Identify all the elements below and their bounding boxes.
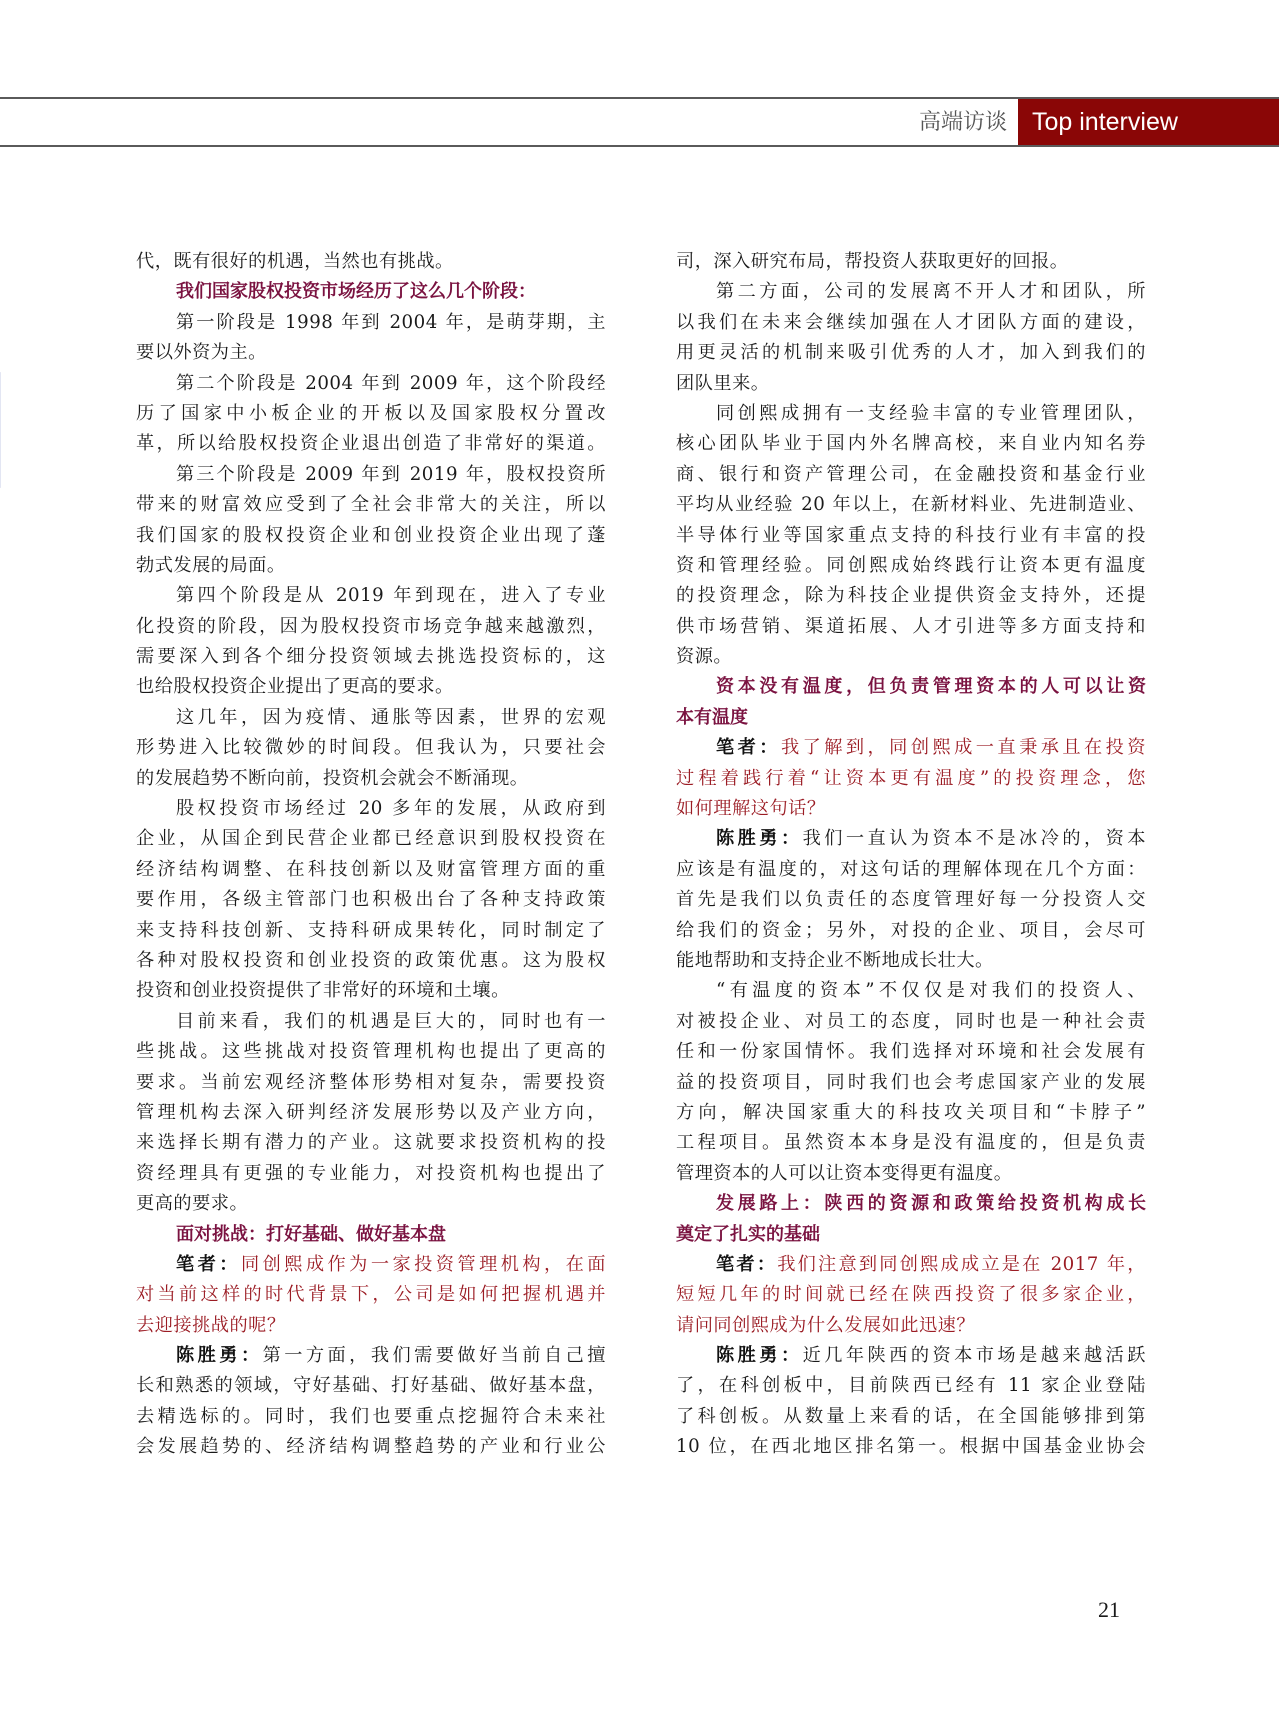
paragraph-line: 经济结构调整、在科技创新以及财富管理方面的重 [136,858,606,880]
paragraph-line: 管理机构去深入研判经济发展形势以及产业方向， [136,1101,606,1123]
section-heading: 资本没有温度，但负责管理资本的人可以让资 [716,676,1146,698]
paragraph-line: 革，所以给股权投资企业退出创造了非常好的渠道。 [136,433,606,455]
answer-text: 我们一直认为资本不是冰冷的，资本 [802,828,1146,850]
paragraph-line: 供市场营销、渠道拓展、人才引进等多方面支持和 [676,615,1146,637]
question-text: 请问同创熙成为什么发展如此迅速？ [676,1314,976,1336]
interviewer-question-line [676,794,1146,824]
question-text: 如何理解这句话？ [676,798,826,820]
interviewer-question-line [676,764,1146,794]
question-text: 同创熙成作为一家投资管理机构，在面 [240,1253,606,1275]
question-text: 对当前这样的时代背景下，公司是如何把握机遇并 [136,1284,606,1306]
interviewer-question-line [136,1280,606,1310]
question-text: 去迎接挑战的呢？ [136,1314,286,1336]
paragraph-line: 会发展趋势的、经济结构调整趋势的产业和行业公 [136,1436,606,1458]
interviewer-question-line [676,733,1146,763]
paragraph-line: 核心团队毕业于国内外名牌高校，来自业内知名券 [676,433,1146,455]
paragraph-line: 司，深入研究布局，帮投资人获取更好的回报。 [676,251,1069,272]
paragraph-line: 勃式发展的局面。 [136,554,286,576]
question-text: 短短几年的时间就已经在陕西投资了很多家企业， [676,1284,1146,1306]
paragraph-line: 来选择长期有潜力的产业。这就要求投资机构的投 [136,1132,606,1154]
section-title-cn: 高端访谈 [918,110,1007,135]
paragraph-line: 去精选标的。同时，我们也要重点挖掘符合未来社 [136,1405,606,1427]
paragraph-line: 第三个阶段是 2009 年到 2019 年，股权投资所 [176,463,606,485]
interviewer-label: 笔者： [176,1253,241,1275]
paragraph-line: 应该是有温度的，对这句话的理解体现在几个方面： [676,858,1146,880]
section-heading: 我们国家股权投资市场经历了这么几个阶段： [176,281,536,303]
section-badge [1018,99,1279,145]
answer-text: 近几年陕西的资本市场是越来越活跃 [802,1345,1146,1367]
paragraph-line: 资和管理经验。同创熙成始终践行让资本更有温度 [676,554,1146,576]
paragraph-line: 第二方面，公司的发展离不开人才和团队，所 [716,281,1146,303]
interviewee-label: 陈胜勇： [716,1345,803,1367]
interviewer-label: 笔者： [716,737,781,759]
paragraph-line: 目前来看，我们的机遇是巨大的，同时也有一 [176,1010,606,1032]
section-heading: 发展路上：陕西的资源和政策给投资机构成长 [716,1193,1146,1215]
paragraph-line: 带来的财富效应受到了全社会非常大的关注，所以 [136,494,606,516]
paragraph-line: 团队里来。 [676,372,770,394]
question-text: 我了解到，同创熙成一直秉承且在投资 [780,737,1146,759]
interviewer-question-line [136,1311,606,1341]
paragraph-line: 第四个阶段是从 2019 年到现在，进入了专业 [176,585,606,607]
paragraph-line: 化投资的阶段，因为股权投资市场竞争越来越激烈， [136,615,606,637]
article-column-left [136,247,606,1463]
section-title-en: Top interview [1032,108,1178,136]
paragraph-line: 用更灵活的机制来吸引优秀的人才，加入到我们的 [676,342,1146,364]
paragraph-line: 要作用，各级主管部门也积极出台了各种支持政策 [136,889,606,911]
paragraph-line: 了科创板。从数量上来看的话，在全国能够排到第 [676,1405,1146,1427]
paragraph-line: 方向，解决国家重大的科技攻关项目和“卡脖子” [676,1101,1146,1123]
paragraph-line: 同创熙成拥有一支经验丰富的专业管理团队， [716,402,1146,424]
paragraph-line: 要以外资为主。 [136,342,267,364]
interviewee-answer-line [676,824,1146,854]
paragraph-line: 给我们的资金；另外，对投的企业、项目，会尽可 [676,919,1146,941]
paragraph-line: 对被投企业、对员工的态度，同时也是一种社会责 [676,1010,1146,1032]
section-heading: 本有温度 [676,706,748,728]
interviewer-question-line [676,1250,1146,1280]
paragraph-line: 平均从业经验 20 年以上，在新材料业、先进制造业、 [676,494,1146,516]
paragraph-line: 资源。 [676,646,733,668]
interviewer-question-line [676,1311,1146,1341]
interviewee-answer-line [676,1341,1146,1371]
answer-text: 第一方面，我们需要做好当前自己擅 [262,1345,606,1367]
interviewer-question-line [676,1280,1146,1310]
question-text: 我们注意到同创熙成成立是在 2017 年， [777,1253,1146,1275]
interviewer-question-line [136,1250,606,1280]
paragraph-line: 了，在科创板中，目前陕西已经有 11 家企业登陆 [676,1375,1146,1397]
paragraph-line: 投资和创业投资提供了非常好的环境和土壤。 [136,980,510,1002]
paragraph-line: 代，既有很好的机遇，当然也有挑战。 [136,251,454,272]
paragraph-line: 第一阶段是 1998 年到 2004 年，是萌芽期，主 [176,311,606,333]
paragraph-line: 任和一份家国情怀。我们选择对环境和社会发展有 [676,1041,1146,1063]
paragraph-line: 资经理具有更强的专业能力，对投资机构也提出了 [136,1162,606,1184]
paragraph-line: 各种对股权投资和创业投资的政策优惠。这为股权 [136,949,606,971]
paragraph-line: 益的投资项目，同时我们也会考虑国家产业的发展 [676,1071,1146,1093]
paragraph-line: 来支持科技创新、支持科研成果转化，同时制定了 [136,919,606,941]
paragraph-line: 半导体行业等国家重点支持的科技行业有丰富的投 [676,524,1146,546]
section-heading: 奠定了扎实的基础 [676,1223,820,1245]
decorative-hexagon-icon [0,355,14,505]
paragraph-line: “有温度的资本”不仅仅是对我们的投资人、 [716,980,1146,1002]
interviewee-label: 陈胜勇： [716,828,803,850]
question-text: 过程着践行着“让资本更有温度”的投资理念，您 [676,767,1146,789]
paragraph-line: 长和熟悉的领域，守好基础、打好基础、做好基本盘， [136,1375,606,1397]
paragraph-line: 的投资理念，除为科技企业提供资金支持外，还提 [676,585,1146,607]
paragraph-line: 商、银行和资产管理公司，在金融投资和基金行业 [676,463,1146,485]
paragraph-line: 也给股权投资企业提出了更高的要求。 [136,676,454,698]
paragraph-line: 我们国家的股权投资企业和创业投资企业出现了蓬 [136,524,606,546]
interviewee-answer-line [136,1341,606,1371]
paragraph-line: 更高的要求。 [136,1193,249,1215]
section-heading: 面对挑战：打好基础、做好基本盘 [176,1223,446,1245]
interviewee-label: 陈胜勇： [176,1345,263,1367]
interviewer-label: 笔者： [716,1253,778,1275]
paragraph-line: 历了国家中小板企业的开板以及国家股权分置改 [136,402,606,424]
paragraph-line: 工程项目。虽然资本本身是没有温度的，但是负责 [676,1132,1146,1154]
paragraph-line: 这几年，因为疫情、通胀等因素，世界的宏观 [176,706,606,728]
paragraph-line: 形势进入比较微妙的时间段。但我认为，只要社会 [136,737,606,759]
paragraph-line: 管理资本的人可以让资本变得更有温度。 [676,1162,1013,1184]
header-rule-bottom [0,145,1279,147]
paragraph-line: 以我们在未来会继续加强在人才团队方面的建设， [676,311,1146,333]
paragraph-line: 要求。当前宏观经济整体形势相对复杂，需要投资 [136,1071,606,1093]
paragraph-line: 股权投资市场经过 20 多年的发展，从政府到 [176,798,606,820]
paragraph-line: 能地帮助和支持企业不断地成长壮大。 [676,949,994,971]
paragraph-line: 企业，从国企到民营企业都已经意识到股权投资在 [136,828,606,850]
paragraph-line: 需要深入到各个细分投资领域去挑选投资标的，这 [136,646,606,668]
paragraph-line: 首先是我们以负责任的态度管理好每一分投资人交 [676,889,1146,911]
article-column-right [676,247,1146,1463]
paragraph-line: 10 位，在西北地区排名第一。根据中国基金业协会 [676,1436,1146,1458]
paragraph-line: 第二个阶段是 2004 年到 2009 年，这个阶段经 [176,372,606,394]
page-number: 21 [1098,1597,1120,1622]
paragraph-line: 的发展趋势不断向前，投资机会就会不断涌现。 [136,767,529,789]
paragraph-line: 些挑战。这些挑战对投资管理机构也提出了更高的 [136,1041,606,1063]
